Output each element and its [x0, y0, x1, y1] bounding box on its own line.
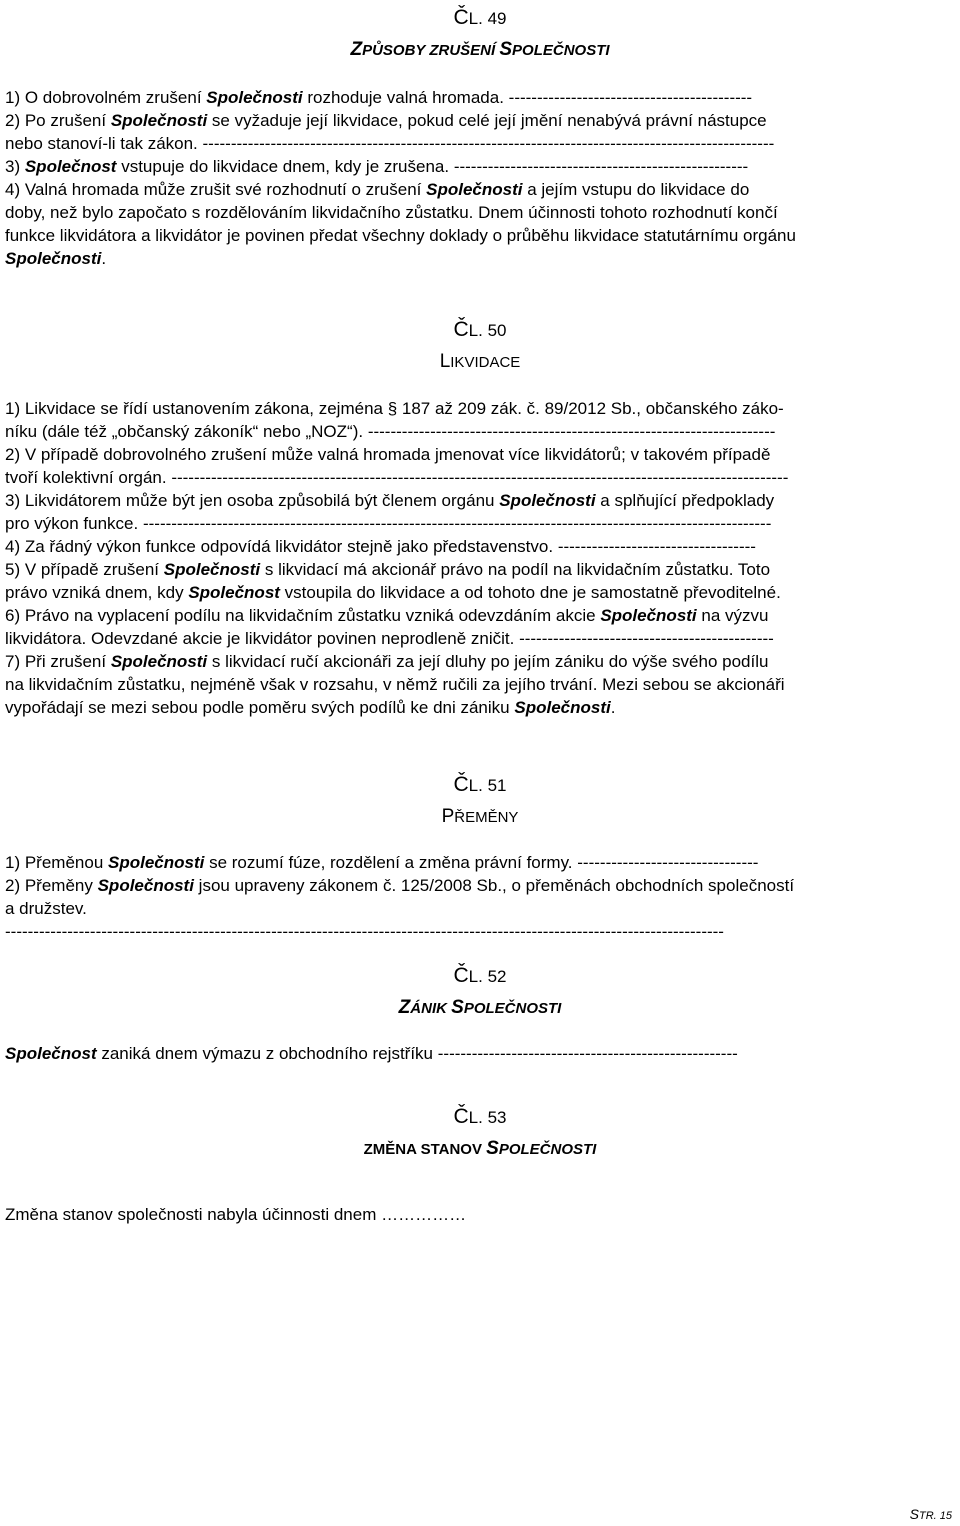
- article-50-header: [5, 317, 955, 376]
- paragraph-line: 3) Společnost vstupuje do likvidace dnem, kdy je zrušena. ----------------------------------------------------: [5, 157, 749, 176]
- paragraph-line: Společnost zaniká dnem výmazu z obchodního rejstříku -----------------------------------------------------: [5, 1044, 738, 1063]
- article-49-header: [5, 5, 955, 64]
- paragraph-line: a družstev.: [5, 899, 87, 918]
- paragraph-line: Společnosti.: [5, 249, 107, 268]
- paragraph-line: Změna stanov společnosti nabyla účinnosti dnem ……………: [5, 1205, 467, 1224]
- paragraph-line: 3) Likvidátorem může být jen osoba způsobilá být členem orgánu Společnosti a splňující předpoklady: [5, 491, 775, 510]
- article-number: ČL. 51: [453, 773, 507, 796]
- article-51-body: [5, 851, 955, 943]
- article-number: ČL. 50: [453, 318, 507, 341]
- article-number: ČL. 52: [453, 964, 507, 987]
- paragraph-line: 4) Za řádný výkon funkce odpovídá likvidátor stejně jako představenstvo. -----------------------------------: [5, 537, 756, 556]
- article-title: ZMĚNA STANOV SPOLEČNOSTI: [363, 1138, 597, 1159]
- paragraph-line: 1) Přeměnou Společnosti se rozumí fúze, rozdělení a změna právní formy. --------------------------------: [5, 853, 759, 872]
- paragraph-line: 2) Po zrušení Společnosti se vyžaduje její likvidace, pokud celé její jmění nenabývá právní nástupce: [5, 111, 767, 130]
- paragraph-line: nebo stanoví-li tak zákon. -----------------------------------------------------------------------------------------------------: [5, 134, 775, 153]
- article-title: PŘEMĚNY: [441, 806, 519, 827]
- article-49-body: [5, 86, 955, 270]
- paragraph-line: -------------------------------------------------------------------------------------------------------------------------------: [5, 922, 724, 941]
- article-52-body: [5, 1042, 955, 1065]
- paragraph-line: 7) Při zrušení Společnosti s likvidací ručí akcionáři za její dluhy po jejím zániku do výše svého podílu: [5, 652, 769, 671]
- paragraph-line: funkce likvidátora a likvidátor je povinen předat všechny doklady o průběhu likvidace statutárnímu orgánu: [5, 226, 796, 245]
- paragraph-line: na likvidačním zůstatku, nejméně však v rozsahu, v němž ručili za jejího trvání. Mezi sebou se akcionáři: [5, 675, 785, 694]
- article-title: LIKVIDACE: [439, 351, 521, 372]
- article-title: ZÁNIK SPOLEČNOSTI: [398, 997, 562, 1018]
- article-number: ČL. 49: [453, 6, 507, 29]
- paragraph-line: 2) V případě dobrovolného zrušení může valná hromada jmenovat více likvidátorů; v takovém případě: [5, 445, 771, 464]
- article-number: ČL. 53: [453, 1105, 507, 1128]
- paragraph-line: níku (dále též „občanský zákoník“ nebo „NOZ“). ------------------------------------------------------------------------: [5, 422, 776, 441]
- paragraph-line: vypořádají se mezi sebou podle poměru svých podílů ke dni zániku Společnosti.: [5, 698, 616, 717]
- article-50-body: [5, 397, 955, 719]
- article-52-header: [5, 963, 955, 1022]
- page-number: STR. 15: [909, 1506, 952, 1522]
- article-title: ZPŮSOBY ZRUŠENÍ SPOLEČNOSTI: [350, 39, 610, 60]
- paragraph-line: 5) V případě zrušení Společnosti s likvidací má akcionář právo na podíl na likvidačním zůstatku. Toto: [5, 560, 771, 579]
- paragraph-line: doby, než bylo započato s rozdělováním likvidačního zůstatku. Dnem účinnosti tohoto rozhodnutí končí: [5, 203, 778, 222]
- paragraph-line: 1) O dobrovolném zrušení Společnosti rozhoduje valná hromada. -------------------------------------------: [5, 88, 753, 107]
- paragraph-line: tvoří kolektivní orgán. -------------------------------------------------------------------------------------------------------------: [5, 468, 789, 487]
- paragraph-line: 4) Valná hromada může zrušit své rozhodnutí o zrušení Společnosti a jejím vstupu do likvidace do: [5, 180, 750, 199]
- article-53-body: [5, 1203, 955, 1226]
- paragraph-line: 2) Přeměny Společnosti jsou upraveny zákonem č. 125/2008 Sb., o přeměnách obchodních společností: [5, 876, 795, 895]
- article-51-header: [5, 772, 955, 831]
- paragraph-line: právo vzniká dnem, kdy Společnost vstoupila do likvidace a od tohoto dne je samostatně převoditelné.: [5, 583, 781, 602]
- paragraph-line: likvidátora. Odevzdané akcie je likvidátor povinen neprodleně zničit. ---------------------------------------------: [5, 629, 774, 648]
- paragraph-line: pro výkon funkce. ---------------------------------------------------------------------------------------------------------------: [5, 514, 772, 533]
- article-53-header: [5, 1104, 955, 1163]
- paragraph-line: 6) Právo na vyplacení podílu na likvidačním zůstatku vzniká odevzdáním akcie Společnosti na výzvu: [5, 606, 769, 625]
- paragraph-line: 1) Likvidace se řídí ustanovením zákona, zejména § 187 až 209 zák. č. 89/2012 Sb., občanského záko-: [5, 399, 784, 418]
